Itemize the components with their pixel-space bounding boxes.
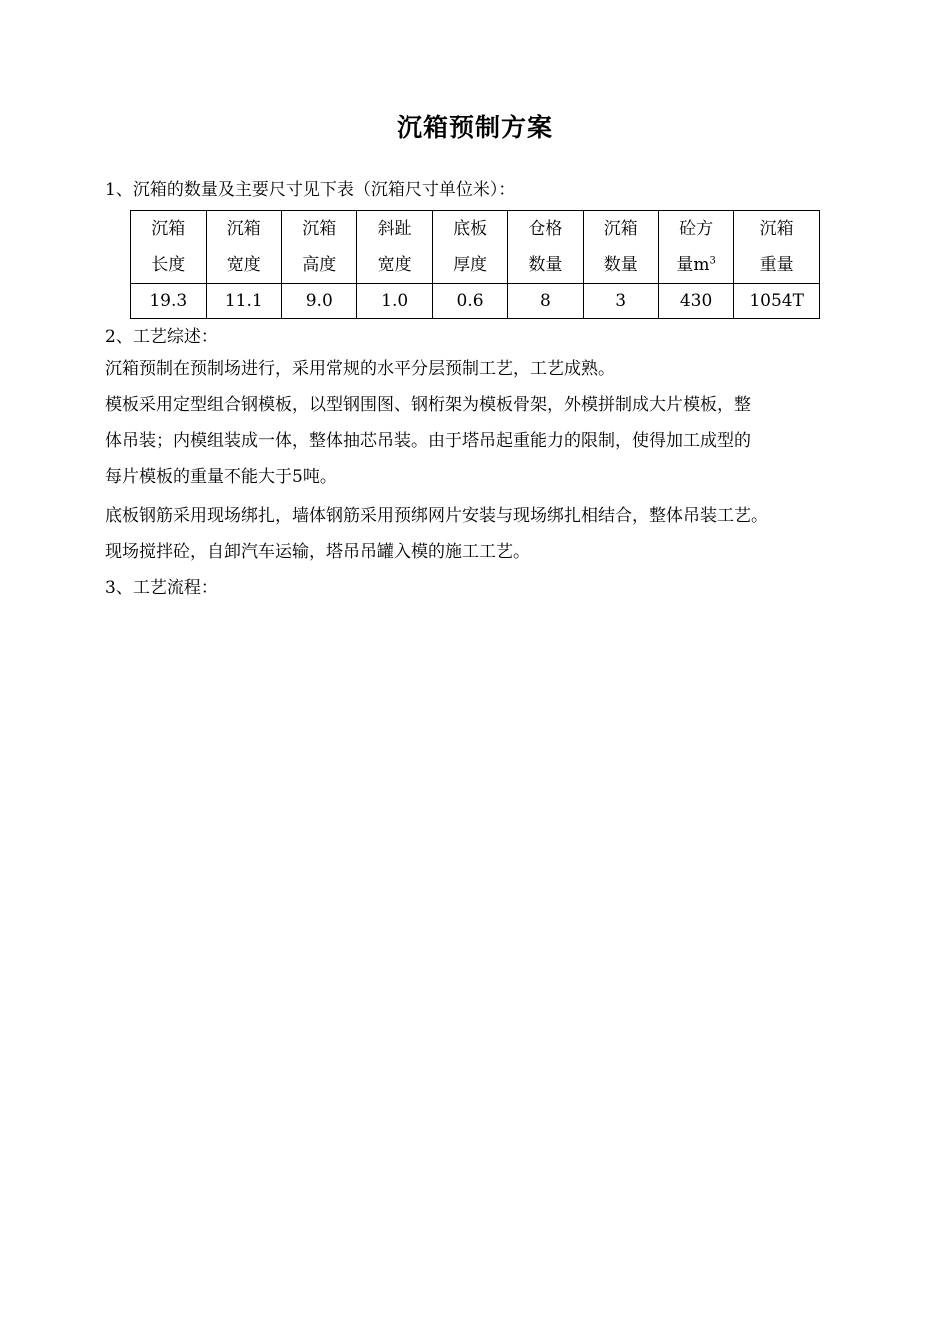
table-cell: 1.0 [357, 284, 432, 319]
header-line: 仓格 [528, 219, 563, 239]
header-line: 沉箱 [603, 219, 638, 239]
header-cell-base-thickness [432, 211, 507, 284]
paragraph-line: 底板钢筋采用现场绑扎，墙体钢筋采用预绑网片安装与现场绑扎相结合，整体吊装工艺。 [105, 506, 768, 526]
section-heading-dimensions: 1、沉箱的数量及主要尺寸见下表（沉箱尺寸单位米）： [105, 180, 516, 200]
superscript-unit: 3 [709, 255, 716, 267]
paragraph-line: 体吊装；内模组装成一体，整体抽芯吊装。由于塔吊起重能力的限制，使得加工成型的 [105, 431, 751, 451]
paragraph-line: 现场搅拌砼，自卸汽车运输，塔吊吊罐入模的施工工艺。 [105, 542, 530, 562]
header-line: 数量 [603, 255, 638, 275]
header-line: 沉箱 [302, 219, 337, 239]
paragraph-line: 每片模板的重量不能大于5吨。 [105, 467, 337, 487]
header-cell-compartment-count [508, 211, 583, 284]
header-line: 数量 [528, 255, 563, 275]
paragraph-line: 沉箱预制在预制场进行，采用常规的水平分层预制工艺，工艺成熟。 [105, 359, 615, 379]
header-line: 沉箱 [759, 219, 794, 239]
page-title: 沉箱预制方案 [396, 113, 553, 142]
header-line [659, 247, 733, 283]
header-line: 底板 [453, 219, 488, 239]
header-line-text: 量m [676, 255, 710, 275]
section-heading-process-overview: 2、工艺综述： [105, 327, 218, 347]
header-line: 沉箱 [151, 219, 186, 239]
section-heading-process-flow: 3、工艺流程： [105, 578, 218, 598]
caisson-spec-table [130, 210, 820, 319]
header-cell-length [131, 211, 207, 284]
header-line: 斜趾 [377, 219, 412, 239]
header-line: 长度 [151, 255, 186, 275]
header-cell-toe-width [357, 211, 432, 284]
header-cell-caisson-count [583, 211, 658, 284]
table-cell: 11.1 [206, 284, 282, 319]
header-cell-width [206, 211, 282, 284]
table-cell: 0.6 [432, 284, 507, 319]
table-cell: 9.0 [282, 284, 357, 319]
header-line: 高度 [302, 255, 337, 275]
header-line: 沉箱 [226, 219, 261, 239]
header-line: 重量 [759, 255, 794, 275]
header-line: 厚度 [453, 255, 488, 275]
table-row [131, 284, 820, 319]
header-cell-height [282, 211, 357, 284]
paragraph-line: 模板采用定型组合钢模板，以型钢围图、钢桁架为模板骨架，外模拼制成大片模板，整 [105, 395, 751, 415]
header-cell-concrete-volume [658, 211, 733, 284]
header-line: 宽度 [226, 255, 261, 275]
table-cell: 1054T [734, 284, 820, 319]
table-cell: 8 [508, 284, 583, 319]
header-line: 砼方 [679, 219, 714, 239]
header-line: 宽度 [377, 255, 412, 275]
table-cell: 430 [658, 284, 733, 319]
header-cell-weight [734, 211, 820, 284]
table-cell: 19.3 [131, 284, 207, 319]
table-header-row [131, 211, 820, 284]
table-cell: 3 [583, 284, 658, 319]
